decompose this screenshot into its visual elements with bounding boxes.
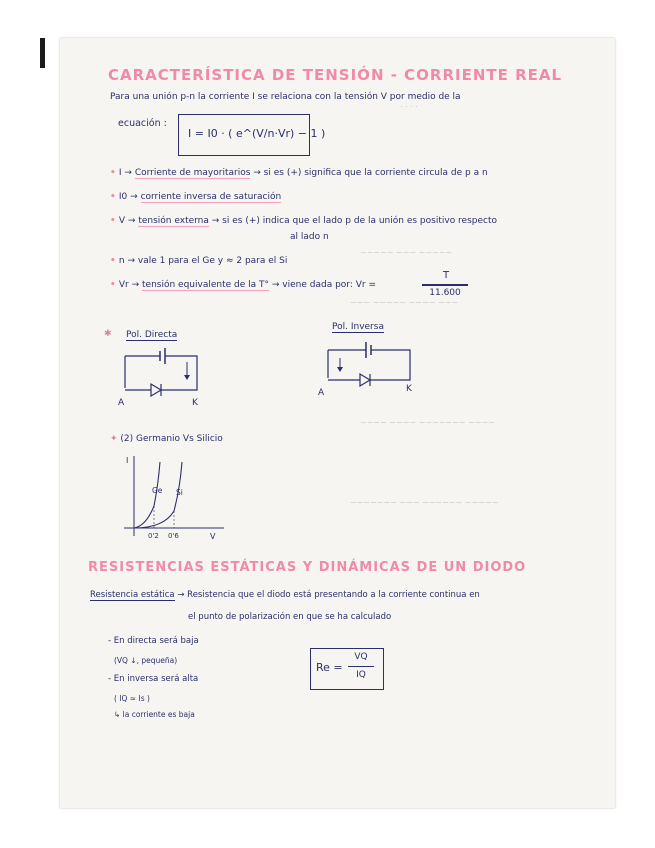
formula-denominator: IQ	[356, 670, 366, 680]
formula-bar	[348, 666, 374, 667]
node-k-label: K	[406, 384, 412, 394]
list-item: • I → Corriente de mayoritarios → si es (+) significa que la corriente circula de p a n	[110, 168, 488, 178]
static-resistance-definition: Resistencia estática → Resistencia que el diodo está presentando a la corriente continua en	[90, 590, 480, 600]
si-curve-label: Si	[176, 488, 183, 497]
formula-lhs: Re =	[316, 661, 343, 674]
note-line: - En inversa será alta	[108, 674, 199, 684]
note-line: ↳ la corriente es baja	[114, 710, 195, 719]
intro-text: Para una unión p-n la corriente I se relaciona con la tensión V por medio de la	[110, 92, 461, 102]
node-k-label: K	[192, 398, 198, 408]
y-axis-label: I	[126, 456, 129, 465]
section-title: CARACTERÍSTICA DE TENSIÓN - CORRIENTE REAL	[108, 66, 563, 84]
bleed-through-text: ~~~~~~~ ~~~ ~~~~~~ ~~~~~	[350, 498, 499, 507]
note-line: ( IQ ≈ Is )	[114, 694, 150, 703]
x-axis-label: V	[210, 532, 216, 541]
ge-si-curve-plot	[124, 456, 234, 546]
inverse-bias-circuit	[322, 342, 432, 412]
bleed-through-text: . . . .	[400, 100, 418, 109]
definitions-list	[110, 168, 610, 304]
node-a-label: A	[318, 388, 325, 398]
formula-numerator: VQ	[354, 652, 368, 662]
comparison-label: ✦ (2) Germanio Vs Silicio	[110, 434, 223, 444]
node-a-label: A	[118, 398, 125, 408]
bleed-through-text: ~~~~~ ~~~ ~~~~~	[360, 248, 453, 257]
bleed-through-text: ~~~~ ~~~~ ~~~~~~~ ~~~~	[360, 418, 495, 427]
static-resistance-definition-continued: el punto de polarización en que se ha calculado	[188, 612, 392, 622]
list-item: • V → tensión externa → si es (+) indica que el lado p de la unión es positivo respecto	[110, 216, 498, 226]
inverse-bias-label: Pol. Inversa	[332, 322, 384, 332]
tick-label: 0'6	[168, 532, 179, 540]
fraction-numerator: T	[442, 270, 450, 281]
list-item: • Vr → tensión equivalente de la T° → viene dada por: Vr =	[110, 280, 376, 290]
diode-equation: I = I0 · ( e^(V/n·Vr) − 1 )	[188, 127, 326, 140]
note-line: - En directa será baja	[108, 636, 199, 646]
section-title: RESISTENCIAS ESTÁTICAS Y DINÁMICAS DE UN DIODO	[88, 560, 527, 575]
fraction-bar	[422, 284, 468, 286]
list-item: • I0 → corriente inversa de saturación	[110, 192, 282, 202]
notebook-page	[60, 38, 615, 808]
page-edge-marker	[40, 38, 45, 68]
list-item-continuation: al lado n	[290, 232, 329, 242]
direct-bias-label: Pol. Directa	[126, 330, 178, 340]
bleed-through-text: ~~~ ~~~~~ ~~~~ ~~~	[350, 298, 459, 307]
ge-curve-label: Ge	[152, 486, 163, 495]
note-line: (VQ ↓, pequeña)	[114, 656, 178, 665]
bullet-star: ✱	[104, 329, 112, 339]
tick-label: 0'2	[148, 532, 159, 540]
intro-text-continued: ecuación :	[118, 118, 167, 129]
direct-bias-circuit	[115, 348, 225, 418]
list-item: • n → vale 1 para el Ge y ≈ 2 para el Si	[110, 256, 288, 266]
fraction-denominator: 11.600	[429, 288, 461, 298]
